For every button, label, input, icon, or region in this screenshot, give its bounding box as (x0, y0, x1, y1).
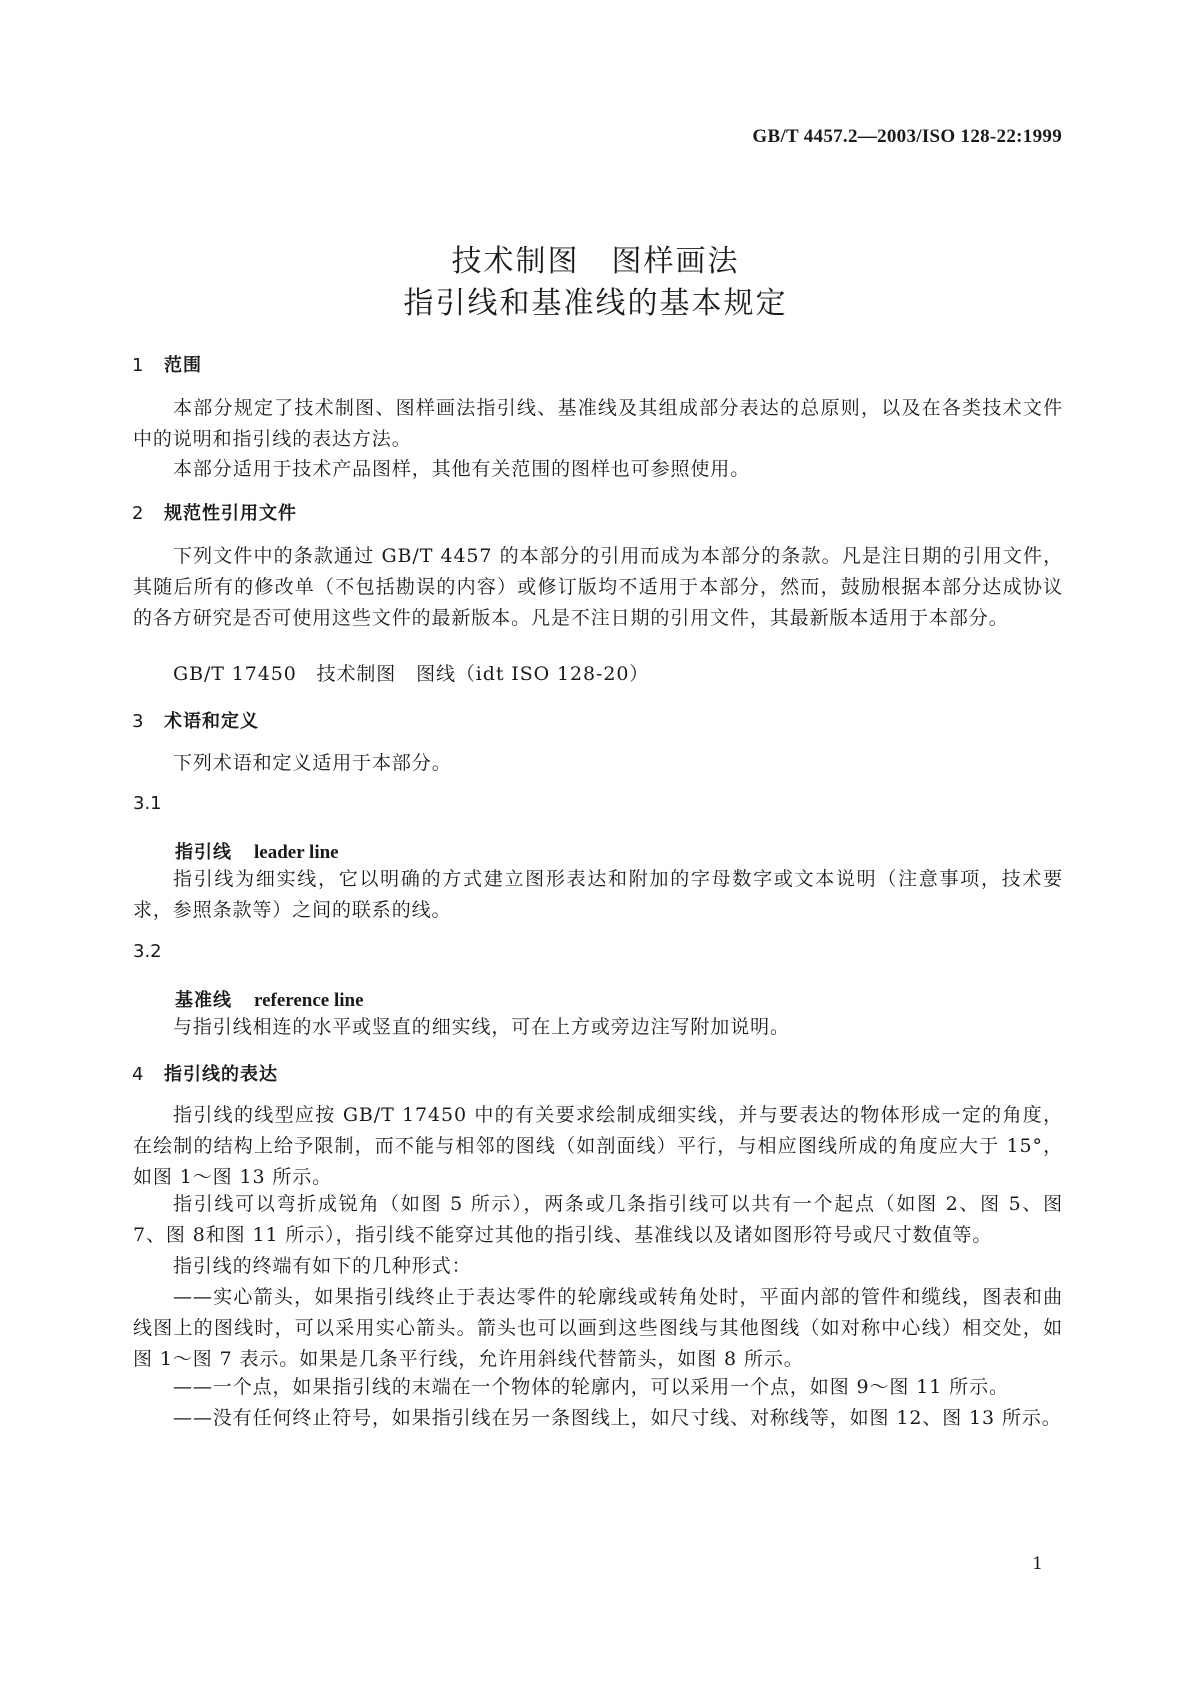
section-title: 范围 (164, 355, 202, 376)
term-english: leader line (254, 842, 339, 863)
normative-reference: GB/T 17450 技术制图 图线（idt ISO 128-20） (173, 663, 650, 685)
section-1-paragraph-2: 本部分适用于技术产品图样，其他有关范围的图样也可参照使用。 (173, 458, 751, 480)
section-4-bullet-1: ——实心箭头，如果指引线终止于表达零件的轮廓线或转角处时，平面内部的管件和缆线，图表和曲线图上的图线时，可以采用实心箭头。箭头也可以画到这些图线与其他图线（如对称中心线）相交处，如图 1～图 7 表示。如果是几条平行线，允许用斜线代替箭头，如图 8 所示。 (133, 1286, 1063, 1370)
page-number: 1 (1032, 1554, 1043, 1574)
term-3-1-number: 3.1 (133, 793, 162, 814)
section-1-heading (132, 351, 202, 377)
title-line-1: 技术制图 图样画法 (451, 244, 740, 279)
section-2-heading (132, 499, 297, 525)
section-4-paragraph-1: 指引线的线型应按 GB/T 17450 中的有关要求绘制成细实线，并与要表达的物体形成一定的角度，在绘制的结构上给予限制，而不能与相邻的图线（如剖面线）平行，与相应图线所成的角度应大于 15°，如图 1～图 13 所示。 (133, 1104, 1063, 1188)
term-3-1 (175, 838, 339, 864)
section-4-bullet-2: ——一个点，如果指引线的末端在一个物体的轮廓内，可以采用一个点，如图 9～图 11 所示。 (173, 1376, 1009, 1398)
term-chinese: 指引线 (175, 842, 232, 863)
term-chinese: 基准线 (175, 990, 232, 1011)
standard-code: GB/T 4457.2—2003/ISO 128-22:1999 (752, 126, 1062, 147)
section-3-paragraph-1: 下列术语和定义适用于本部分。 (173, 752, 452, 774)
section-4-bullet-3: ——没有任何终止符号，如果指引线在另一条图线上，如尺寸线、对称线等，如图 12、图 13 所示。 (173, 1407, 1062, 1429)
section-4-heading (132, 1060, 278, 1086)
term-3-2-number: 3.2 (133, 941, 162, 962)
section-title: 指引线的表达 (164, 1064, 278, 1085)
title-line-2: 指引线和基准线的基本规定 (403, 286, 788, 321)
section-number: 3 (132, 711, 145, 732)
section-4-paragraph-3: 指引线的终端有如下的几种形式： (173, 1255, 472, 1277)
term-english: reference line (254, 990, 364, 1011)
term-3-2-definition: 与指引线相连的水平或竖直的细实线，可在上方或旁边注写附加说明。 (173, 1016, 790, 1038)
term-3-1-definition: 指引线为细实线，它以明确的方式建立图形表达和附加的字母数字或文本说明（注意事项，技术要求，参照条款等）之间的联系的线。 (133, 868, 1063, 921)
section-number: 1 (132, 355, 145, 376)
section-3-heading (132, 707, 259, 733)
section-title: 规范性引用文件 (164, 503, 297, 524)
section-title: 术语和定义 (164, 711, 259, 732)
section-2-paragraph-1: 下列文件中的条款通过 GB/T 4457 的本部分的引用而成为本部分的条款。凡是注日期的引用文件，其随后所有的修改单（不包括勘误的内容）或修订版均不适用于本部分，然而，鼓励根据本部分达成协议的各方研究是否可使用这些文件的最新版本。凡是不注日期的引用文件，其最新版本适用于本部分。 (133, 545, 1063, 629)
section-number: 2 (132, 503, 145, 524)
term-3-2 (175, 986, 364, 1012)
section-4-paragraph-2: 指引线可以弯折成锐角（如图 5 所示），两条或几条指引线可以共有一个起点（如图 2、图 5、图 7、图 8和图 11 所示），指引线不能穿过其他的指引线、基准线以及诸如图形符号或尺寸数值等。 (133, 1193, 1063, 1246)
section-number: 4 (132, 1064, 145, 1085)
section-1-paragraph-1: 本部分规定了技术制图、图样画法指引线、基准线及其组成部分表达的总原则，以及在各类技术文件中的说明和指引线的表达方法。 (133, 397, 1063, 450)
